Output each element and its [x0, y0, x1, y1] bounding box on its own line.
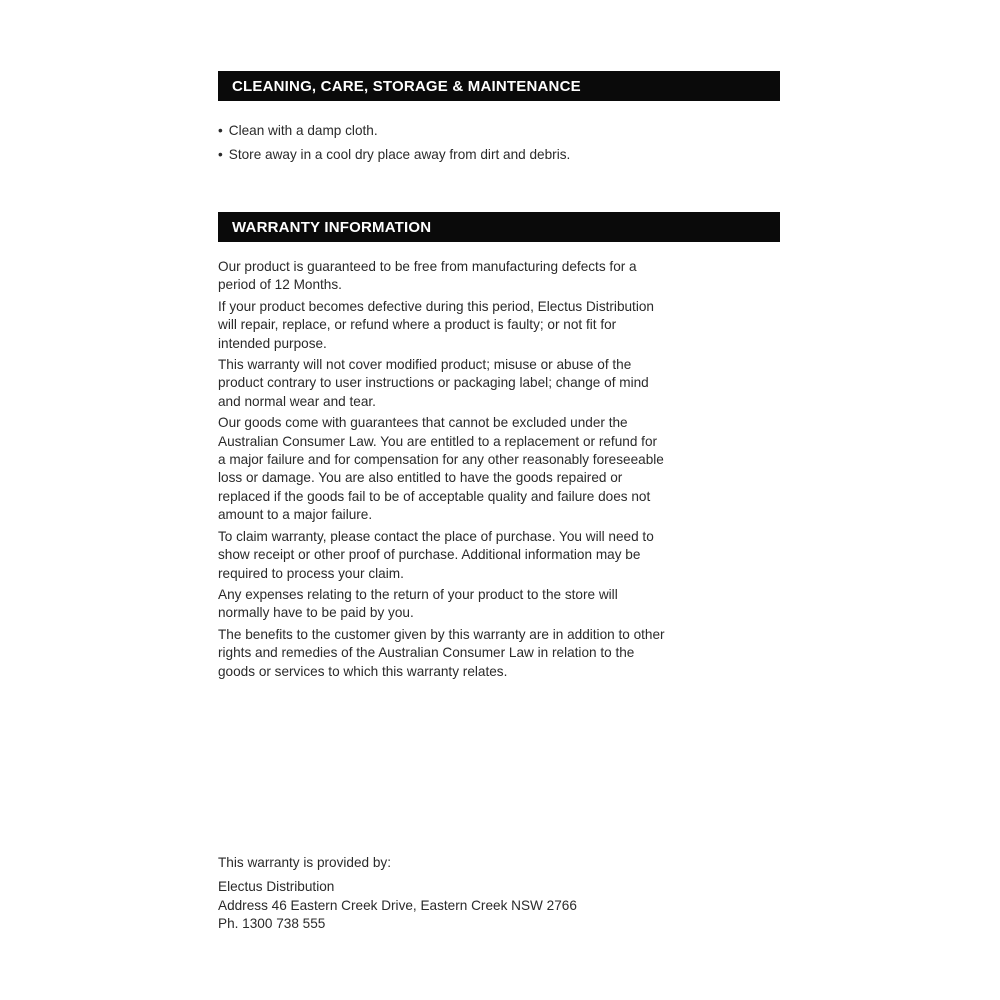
provider-address: Address 46 Eastern Creek Drive, Eastern Creek NSW 2766 [218, 897, 577, 913]
cleaning-section-heading: CLEANING, CARE, STORAGE & MAINTENANCE [218, 71, 780, 101]
warranty-paragraph [218, 586, 780, 623]
text-line: Australian Consumer Law. You are entitled to a replacement or refund for [218, 433, 658, 449]
text-line: If your product becomes defective during this period, Electus Distribution [218, 298, 654, 314]
warranty-body [218, 258, 780, 684]
text-line: will repair, replace, or refund where a product is faulty; or not fit for [218, 317, 617, 333]
text-line: replaced if the goods fail to be of acceptable quality and failure does not [218, 488, 651, 504]
document-page [218, 0, 780, 1000]
cleaning-bullet-list [218, 121, 780, 169]
text-line: Our product is guaranteed to be free from manufacturing defects for a [218, 259, 637, 274]
provider-phone: Ph. 1300 738 555 [218, 916, 326, 932]
bullet-icon: • [218, 147, 223, 162]
warranty-paragraph [218, 528, 780, 583]
text-line: To claim warranty, please contact the place of purchase. You will need to [218, 528, 654, 544]
text-line: period of 12 Months. [218, 277, 342, 293]
text-line: show receipt or other proof of purchase. Additional information may be [218, 547, 641, 563]
list-item-text: Store away in a cool dry place away from dirt and debris. [228, 147, 571, 162]
text-line: Our goods come with guarantees that cannot be excluded under the [218, 415, 628, 431]
warranty-provider-block [218, 854, 780, 934]
warranty-section-heading: WARRANTY INFORMATION [218, 212, 780, 242]
text-line: goods or services to which this warranty relates. [218, 663, 508, 679]
list-item-text: Clean with a damp cloth. [228, 123, 378, 138]
text-line: intended purpose. [218, 335, 327, 351]
list-item [218, 145, 780, 169]
text-line: rights and remedies of the Australian Consumer Law in relation to the [218, 645, 635, 661]
list-item [218, 121, 780, 145]
text-line: normally have to be paid by you. [218, 605, 414, 621]
text-line: and normal wear and tear. [218, 393, 376, 409]
warranty-paragraph [218, 626, 780, 681]
warranty-paragraph [218, 414, 780, 524]
text-line: loss or damage. You are also entitled to have the goods repaired or [218, 470, 623, 486]
text-line: This warranty will not cover modified product; misuse or abuse of the [218, 357, 632, 373]
text-line: amount to a major failure. [218, 507, 373, 523]
warranty-paragraph [218, 356, 780, 411]
provider-intro: This warranty is provided by: [218, 855, 392, 870]
warranty-paragraph [218, 298, 780, 353]
provider-company: Electus Distribution [218, 879, 335, 895]
bullet-icon: • [218, 123, 223, 138]
text-line: product contrary to user instructions or packaging label; change of mind [218, 375, 649, 391]
text-line: Any expenses relating to the return of your product to the store will [218, 586, 618, 602]
text-line: a major failure and for compensation for any other reasonably foreseeable [218, 452, 664, 468]
warranty-paragraph [218, 258, 780, 295]
text-line: The benefits to the customer given by this warranty are in addition to other [218, 626, 665, 642]
text-line: required to process your claim. [218, 565, 404, 581]
